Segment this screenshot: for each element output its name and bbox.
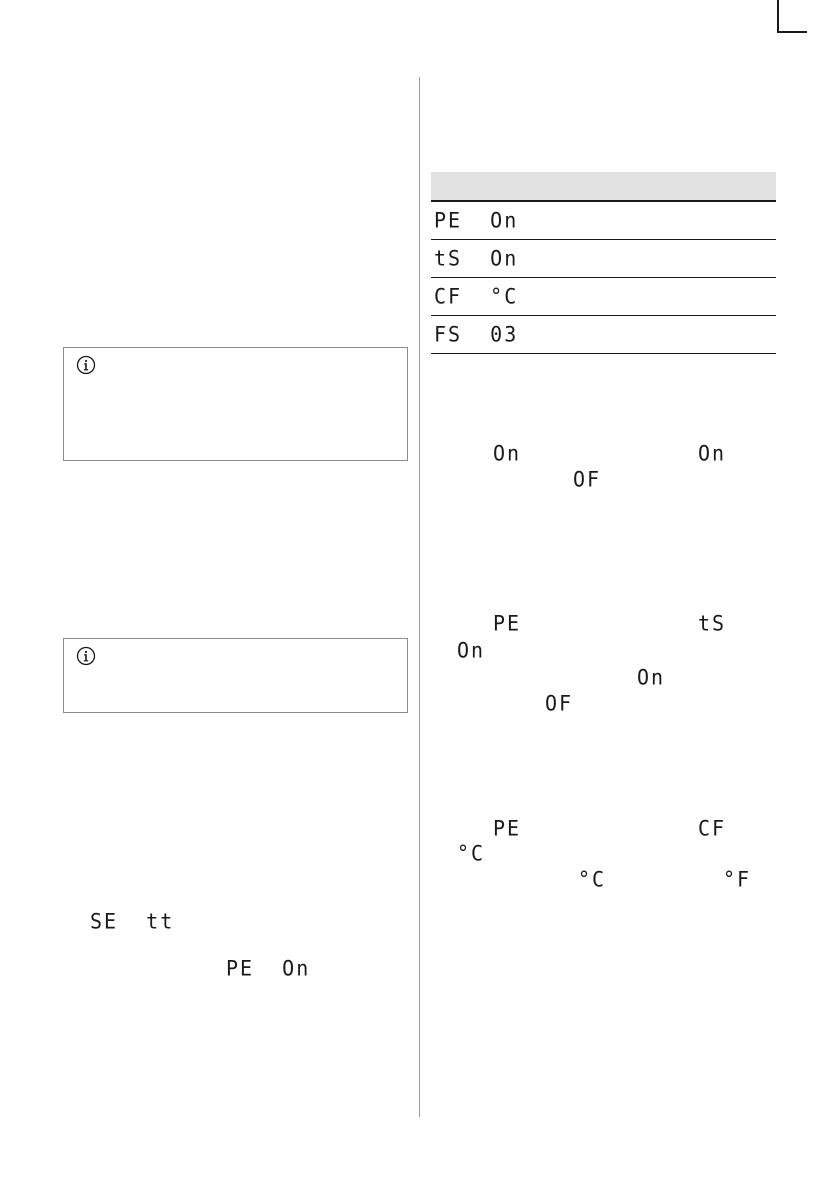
display-code-pe-on: PE On xyxy=(226,955,311,981)
table-row xyxy=(431,316,776,354)
display-code: CF °C xyxy=(434,283,519,309)
display-code: tS On xyxy=(434,245,519,271)
display-code-on: On xyxy=(493,440,522,466)
display-code-of: OF xyxy=(545,690,574,716)
crop-mark-top xyxy=(779,31,807,33)
crop-mark-side xyxy=(777,0,779,33)
display-code-sett: SE tt xyxy=(90,908,175,934)
display-code-celsius: °C xyxy=(457,840,486,866)
display-code-pe: PE xyxy=(493,815,522,841)
display-code-on: On xyxy=(637,664,666,690)
table-row xyxy=(431,202,776,240)
table-row xyxy=(431,240,776,278)
display-code-on: On xyxy=(457,637,486,663)
info-icon xyxy=(76,355,96,375)
display-code-on: On xyxy=(698,440,727,466)
display-code-cf: CF xyxy=(698,815,727,841)
table-row xyxy=(431,278,776,316)
display-code: PE On xyxy=(434,207,519,233)
display-code-celsius: °C xyxy=(578,866,607,892)
settings-table-header xyxy=(431,172,776,202)
info-icon xyxy=(76,646,96,666)
info-note-box-1 xyxy=(63,347,408,461)
display-code-pe: PE xyxy=(493,610,522,636)
column-divider xyxy=(419,77,420,1117)
settings-table xyxy=(431,172,776,354)
display-code-of: OF xyxy=(573,466,602,492)
info-note-box-2 xyxy=(63,638,408,713)
display-code: FS 03 xyxy=(434,321,519,347)
display-code-fahrenheit: °F xyxy=(723,866,752,892)
display-code-ts: tS xyxy=(698,610,727,636)
